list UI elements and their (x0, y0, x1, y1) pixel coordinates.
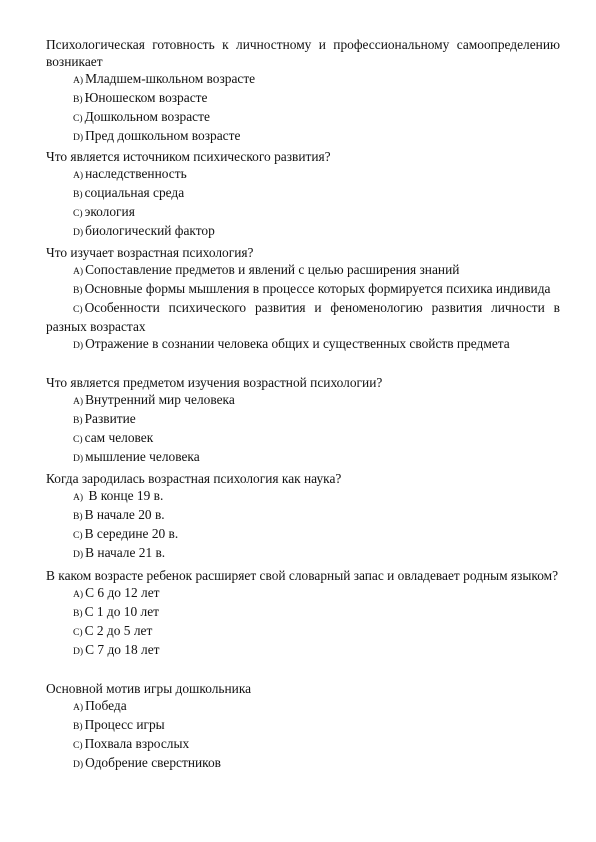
option-letter: C) (73, 304, 83, 315)
question-text: Когда зародилась возрастная психология как наука? (46, 471, 342, 486)
option-letter: C) (73, 740, 83, 751)
option-letter: C) (73, 113, 83, 124)
question-5 (46, 470, 560, 563)
option-d (46, 544, 560, 563)
option-text: Пред дошкольном возрасте (85, 128, 241, 143)
option-b (46, 280, 560, 299)
option-text: Процесс игры (84, 717, 165, 732)
option-letter: B) (73, 94, 83, 105)
question-7 (46, 680, 560, 773)
question-4 (46, 374, 560, 467)
option-letter: C) (73, 627, 83, 638)
option-b (46, 506, 560, 525)
question-text: Что является источником психического развития? (46, 149, 331, 164)
option-text: В конце 19 в. (85, 488, 164, 503)
option-text: В начале 21 в. (85, 545, 166, 560)
question-text: Основной мотив игры дошкольника (46, 681, 252, 696)
option-b (46, 716, 560, 735)
option-letter: A) (73, 589, 84, 600)
option-text: биологический фактор (85, 223, 215, 238)
option-text: Похвала взрослых (84, 736, 190, 751)
option-c (46, 108, 560, 127)
option-text: Младшем-школьном возрасте (85, 71, 256, 86)
option-letter: A) (73, 396, 84, 407)
question-2 (46, 148, 560, 241)
option-letter: A) (73, 492, 84, 503)
option-text: В середине 20 в. (84, 526, 179, 541)
option-text: мышление человека (85, 449, 200, 464)
option-b (46, 603, 560, 622)
option-letter: B) (73, 511, 83, 522)
option-d (46, 222, 560, 241)
option-letter: D) (73, 132, 84, 143)
option-letter: D) (73, 453, 84, 464)
option-letter: D) (73, 646, 84, 657)
option-letter: D) (73, 227, 84, 238)
option-b (46, 89, 560, 108)
option-d (46, 335, 560, 354)
option-a (46, 70, 560, 89)
option-a (46, 487, 560, 506)
option-c (46, 203, 560, 222)
option-text: С 2 до 5 лет (84, 623, 153, 638)
option-c (46, 735, 560, 754)
option-letter: A) (73, 266, 84, 277)
option-letter: D) (73, 340, 84, 351)
option-d (46, 754, 560, 773)
question-6 (46, 567, 560, 660)
option-d (46, 448, 560, 467)
option-letter: B) (73, 189, 83, 200)
question-text: В каком возрасте ребенок расширяет свой словарный запас и овладевает родным языком? (46, 568, 559, 583)
option-letter: B) (73, 415, 83, 426)
option-text: Сопоставление предметов и явлений с целью расширения знаний (85, 262, 460, 277)
option-a (46, 261, 560, 280)
option-letter: A) (73, 75, 84, 86)
option-letter: A) (73, 702, 84, 713)
option-text: С 1 до 10 лет (84, 604, 159, 619)
option-c (46, 429, 560, 448)
question-text: Что является предметом изучения возрастной психологии? (46, 375, 383, 390)
option-c (46, 622, 560, 641)
option-letter: A) (73, 170, 84, 181)
option-letter: B) (73, 721, 83, 732)
option-text: Внутренний мир человека (85, 392, 235, 407)
option-letter: D) (73, 549, 84, 560)
option-text: С 7 до 18 лет (85, 642, 160, 657)
option-a (46, 165, 560, 184)
option-letter: C) (73, 208, 83, 219)
option-a (46, 391, 560, 410)
question-1 (46, 36, 560, 146)
question-3 (46, 244, 560, 354)
option-text: С 6 до 12 лет (85, 585, 160, 600)
option-letter: B) (73, 285, 83, 296)
option-letter: C) (73, 530, 83, 541)
option-text: В начале 20 в. (84, 507, 165, 522)
option-letter: C) (73, 434, 83, 445)
option-letter: B) (73, 608, 83, 619)
option-letter: D) (73, 759, 84, 770)
option-b (46, 184, 560, 203)
option-text: социальная среда (84, 185, 185, 200)
option-a (46, 697, 560, 716)
option-text: Основные формы мышления в процессе которых формируется психика индивида (84, 281, 551, 296)
option-c (46, 299, 560, 335)
option-text: сам человек (84, 430, 154, 445)
option-text: Особенности психического развития и феноменологию развития личности в разных возрастах (46, 300, 560, 334)
option-text: Отражение в сознании человека общих и существенных свойств предмета (85, 336, 510, 351)
option-text: наследственность (85, 166, 187, 181)
question-text: Что изучает возрастная психология? (46, 245, 254, 260)
option-d (46, 641, 560, 660)
option-text: экология (84, 204, 135, 219)
option-text: Победа (85, 698, 127, 713)
option-d (46, 127, 560, 146)
option-b (46, 410, 560, 429)
option-text: Одобрение сверстников (85, 755, 221, 770)
option-text: Юношеском возрасте (84, 90, 208, 105)
option-text: Развитие (84, 411, 136, 426)
option-a (46, 584, 560, 603)
option-c (46, 525, 560, 544)
option-text: Дошкольном возрасте (84, 109, 210, 124)
question-text: Психологическая готовность к личностному и профессиональному самоопределению возникает (46, 37, 560, 69)
